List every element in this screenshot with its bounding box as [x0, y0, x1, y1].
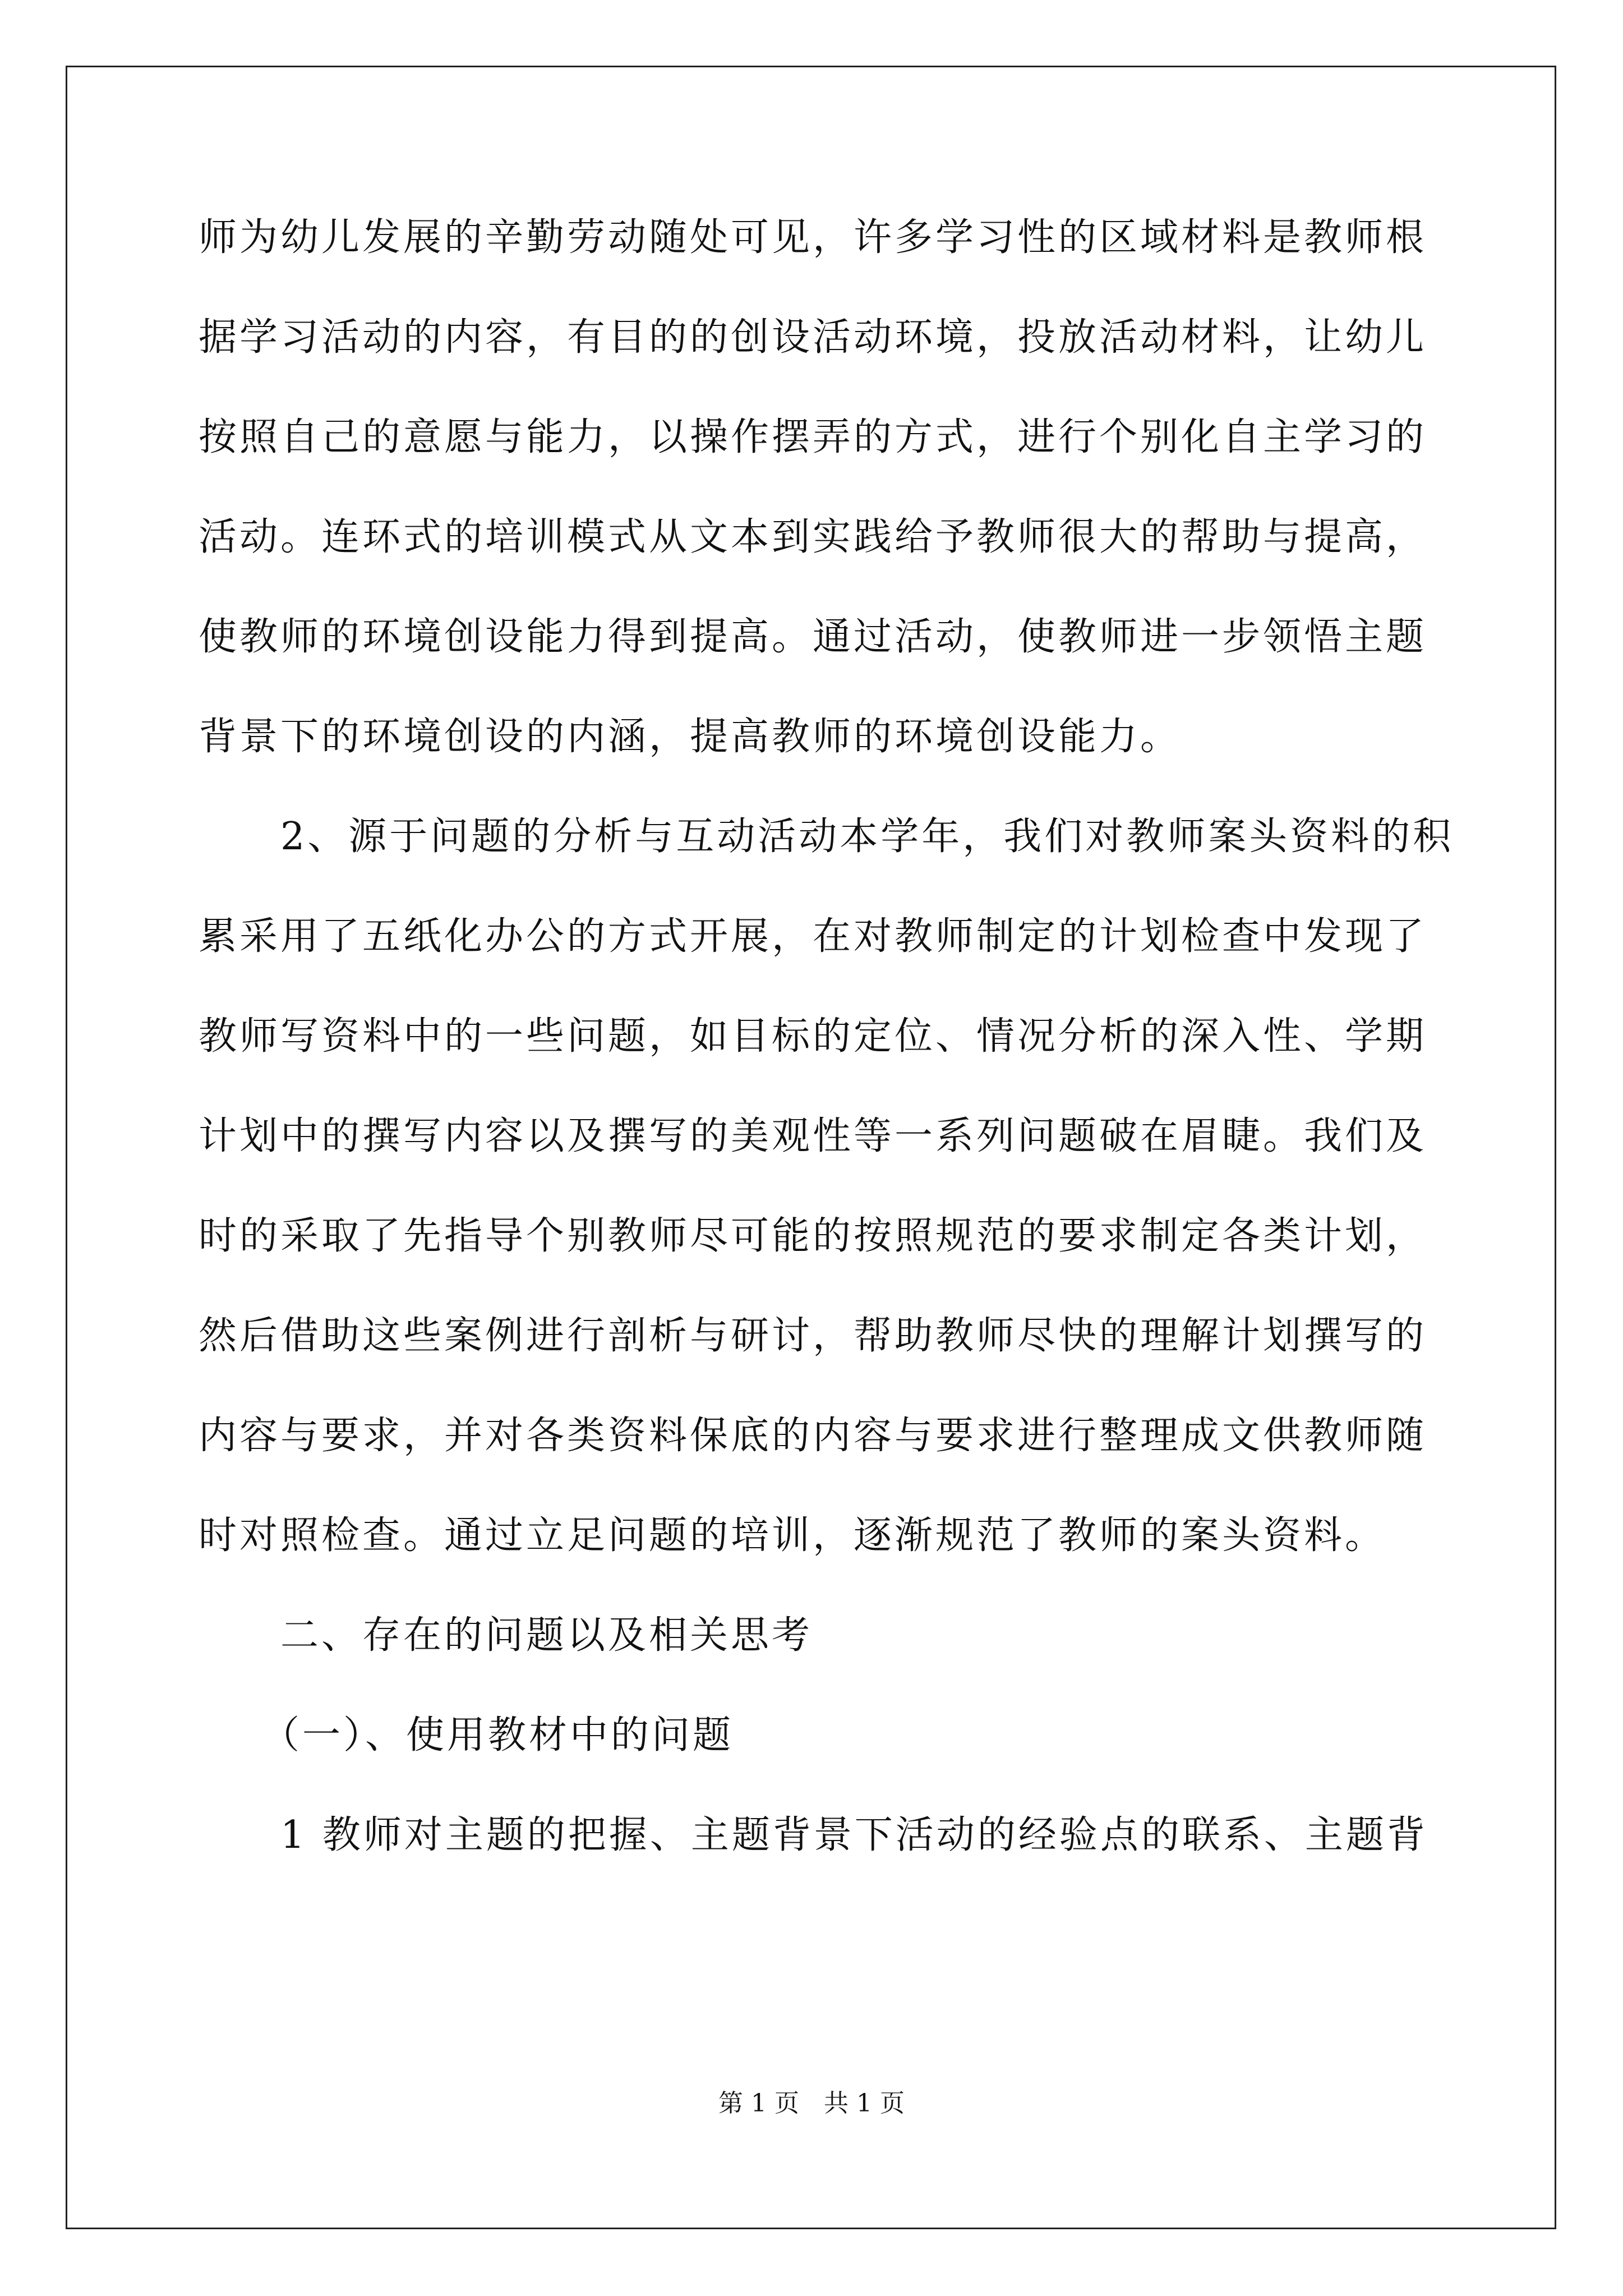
document-body	[199, 213, 1454, 1911]
text-line: 活动。连环式的培训模式从文本到实践给予教师很大的帮助与提高，	[199, 515, 1427, 559]
section-heading: 二、存在的问题以及相关思考	[199, 1613, 813, 1658]
text-line: 使教师的环境创设能力得到提高。通过活动，使教师进一步领悟主题	[199, 615, 1427, 659]
text-line: 时对照检查。通过立足问题的培训，逐渐规范了教师的案头资料。	[199, 1513, 1386, 1558]
text-line: 据学习活动的内容，有目的的创设活动环境，投放活动材料，让幼儿	[199, 315, 1427, 360]
text-line: 教师写资料中的一些问题，如目标的定位、情况分析的深入性、学期	[199, 1014, 1427, 1059]
page-footer: 第 1 页 共 1 页	[718, 2089, 905, 2118]
subsection-heading: （一）、使用教材中的问题	[199, 1713, 734, 1757]
text-line: 内容与要求，并对各类资料保底的内容与要求进行整理成文供教师随	[199, 1414, 1427, 1458]
text-line: 1 教师对主题的把握、主题背景下活动的经验点的联系、主题背	[199, 1813, 1428, 1857]
text-line: 时的采取了先指导个别教师尽可能的按照规范的要求制定各类计划，	[199, 1214, 1427, 1258]
text-line: 累采用了五纸化办公的方式开展，在对教师制定的计划检查中发现了	[199, 914, 1427, 959]
text-line: 2、源于问题的分析与互动活动本学年，我们对教师案头资料的积	[199, 815, 1454, 859]
text-line: 然后借助这些案例进行剖析与研讨，帮助教师尽快的理解计划撰写的	[199, 1314, 1427, 1358]
text-line: 背景下的环境创设的内涵，提高教师的环境创设能力。	[199, 715, 1182, 759]
text-line: 计划中的撰写内容以及撰写的美观性等一系列问题破在眉睫。我们及	[199, 1114, 1427, 1158]
text-line: 按照自己的意愿与能力，以操作摆弄的方式，进行个别化自主学习的	[199, 415, 1427, 459]
text-line: 师为幼儿发展的辛勤劳动随处可见，许多学习性的区域材料是教师根	[199, 215, 1427, 260]
